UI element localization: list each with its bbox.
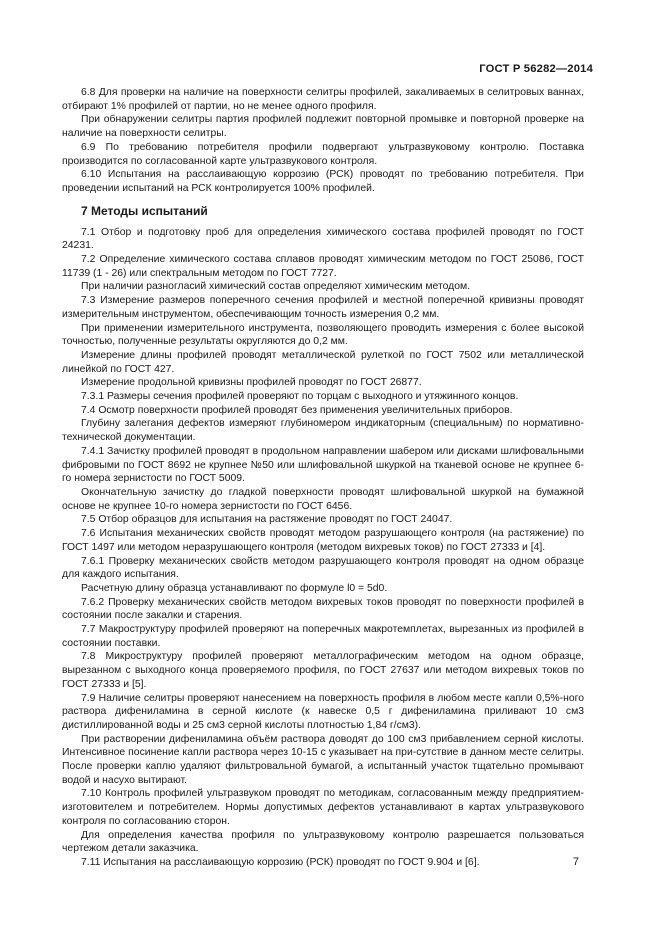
document-id-header: ГОСТ Р 56282—2014 (479, 63, 593, 75)
paragraph: Расчетную длину образца устанавливают по формуле l0 = 5d0. (81, 582, 388, 594)
paragraph: Для определения качества профиля по ультразвуковому контролю разрешается пользоваться чертежом детали заказчика. (62, 829, 584, 855)
paragraph: 7.6.2 Проверку механических свойств методом вихревых токов проводят по поверхности профилей в состоянии после закалки и старения. (62, 596, 584, 622)
paragraph: При обнаружении селитры партия профилей подлежит повторной промывке и повторной проверке на наличие на поверхности селитры. (62, 114, 584, 140)
paragraph: 7.3 Измерение размеров поперечного сечения профилей и местной поперечной кривизны проводят измерительным инструментом, обеспечивающим точность измерения 0,2 мм. (62, 295, 584, 320)
paragraph: 6.8 Для проверки на наличие на поверхности селитры профилей, закаливаемых в селитровых ваннах, отбирают 1% профилей от партии, но не менее одного профиля. (62, 87, 584, 112)
section-heading: 7 Методы испытаний (81, 203, 208, 218)
document-body (62, 86, 584, 870)
paragraph: 7.11 Испытания на расслаивающую коррозию (РСК) проводят по ГОСТ 9.904 и [6]. (81, 856, 480, 868)
paragraph: 7.2 Определение химического состава сплавов проводят химическим методом по ГОСТ 25086, ГОСТ 11739 (1 - 26) или спектральным методом по ГОСТ 7727. (62, 254, 584, 279)
paragraph: 7.7 Макроструктуру профилей проверяют на поперечных макротемплетах, вырезанных из профилей в состоянии поставки. (62, 624, 584, 649)
section-6-tail (62, 86, 584, 196)
paragraph: 7.4.1 Зачистку профилей проводят в продольном направлении шабером или дисками шлифовальными фибровыми по ГОСТ 8692 не крупнее №50 или шлифовальной шкуркой на тканевой основе не крупнее 6-го номера зернистости по ГОСТ 5009. (62, 445, 584, 485)
paragraph: 7.5 Отбор образцов для испытания на растяжение проводят по ГОСТ 24047. (81, 514, 453, 526)
paragraph: 7.4 Осмотр поверхности профилей проводят без применения увеличительных приборов. (81, 404, 513, 416)
paragraph: При применении измерительного инструмента, позволяющего проводить измерения с более высокой точностью, полученные результаты округляются до 0,2 мм. (62, 322, 584, 348)
paragraph: 6.10 Испытания на расслаивающую коррозию (РСК) проводят по требованию потребителя. При проведении испытаний на РСК контролируется 100% профилей. (62, 169, 584, 194)
paragraph: 7.3.1 Размеры сечения профилей проверяют по торцам с выходного и утяжинного концов. (81, 391, 519, 403)
paragraph: 7.6 Испытания механических свойств проводят методом разрушающего контроля (на растяжение) по ГОСТ 1497 или методом неразрушающего контроля (методом вихревых токов) по ГОСТ 27333 и [4]. (62, 528, 584, 553)
paragraph: 7.8 Микроструктуру профилей проверяют металлографическим методом на одном образце, вырезанном с выходного конца проверяемого профиля, по ГОСТ 27637 или методом вихревых токов по ГОСТ 27333 и [5]. (62, 651, 584, 690)
paragraph: Глубину залегания дефектов измеряют глубиномером индикаторным (специальным) по нормативно-технической документации. (62, 418, 584, 444)
paragraph: Измерение продольной кривизны профилей проводят по ГОСТ 26877. (81, 377, 422, 389)
section-7-body (62, 226, 584, 870)
paragraph: Измерение длины профилей проводят металлической рулеткой по ГОСТ 7502 или металлической линейкой по ГОСТ 427. (62, 349, 584, 375)
paragraph: При наличии разногласий химический состав определяют химическим методом. (81, 281, 471, 293)
paragraph: Окончательную зачистку до гладкой поверхности проводят шлифовальной шкуркой на бумажной основе не крупнее 10-го номера зернистости по ГОСТ 6456. (62, 486, 584, 512)
paragraph: 7.9 Наличие селитры проверяют нанесением на поверхность профиля в любом месте капли 0,5%-ного раствора дифениламина в серной кислоте (к навеске 0,5 г дифениламина приливают 10 см3 дистиллированной воды и 25 см3 серной кислоты плотностью 1,84 г/см3). (62, 692, 584, 731)
paragraph: 7.1 Отбор и подготовку проб для определения химического состава профилей проводят по ГОСТ 24231. (62, 226, 584, 252)
paragraph: 7.10 Контроль профилей ультразвуком проводят по методикам, согласованным между предприятием-изготовителем и потребителем. Нормы допустимых дефектов устанавливают в картах ультразвукового контроля по согласованию сторон. (62, 788, 584, 827)
page-number: 7 (572, 856, 579, 868)
paragraph: 7.6.1 Проверку механических свойств методом разрушающего контроля проводят на одном образце для каждого испытания. (62, 555, 584, 581)
paragraph: 6.9 По требованию потребителя профили подвергают ультразвуковому контролю. Поставка производится по согласованной карте ультразвукового контроля. (62, 141, 584, 167)
paragraph: При растворении дифениламина объём раствора доводят до 100 см3 прибавлением серной кислоты. Интенсивное посинение капли раствора через 10-15 с указывает на при-сутствие в данном месте селитры. После проверки каплю удаляют фильтровальной бумагой, а испытанный участок тщательно промывают водой и насухо вытирают. (62, 733, 584, 786)
